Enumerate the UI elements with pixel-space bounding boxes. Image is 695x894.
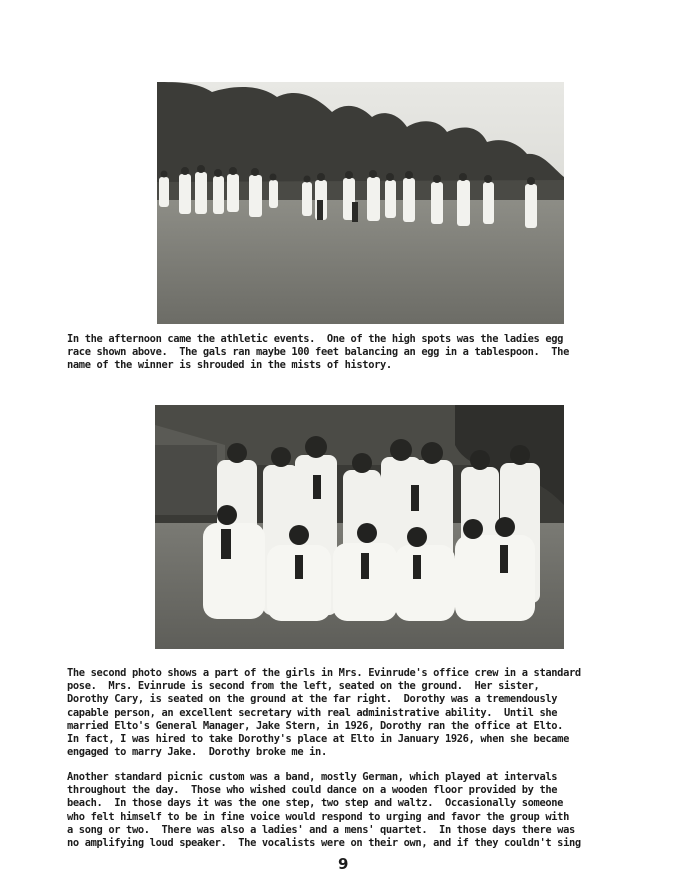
egg-race-caption: In the afternoon came the athletic events. One of the high spots was the ladies egg race shown above. The gals ran maybe 100 feet balancing an egg in a tablespoon. The name of the winner is shrouded in the mists of history. bbox=[67, 333, 569, 372]
office-crew-photo-image bbox=[155, 405, 564, 649]
page-number: 9 bbox=[338, 855, 349, 873]
egg-race-photo bbox=[157, 82, 564, 324]
band-paragraph: Another standard picnic custom was a band, mostly German, which played at intervals throughout the day. Those who wished could dance on a wooden floor provided by the beach. In those days it was the one step, two step and waltz. Occasionally someone who felt himself to be in fine voice would respond to urging and favor the group with a song or two. There was also a ladies' and a mens' quartet. In those days there was no amplifying loud speaker. The vocalists were on their own, and if they couldn't sing bbox=[67, 771, 581, 850]
egg-race-photo-image bbox=[157, 82, 564, 324]
office-crew-photo bbox=[155, 405, 564, 649]
office-crew-caption: The second photo shows a part of the girls in Mrs. Evinrude's office crew in a standard pose. Mrs. Evinrude is second from the left, seated on the ground. Her sister, Dorothy Cary, is seated on the ground at the far right. Dorothy was a tremendously capable person, an excellent secretary with real administrative ability. Until she married Elto's General Manager, Jake Stern, in 1926, Dorothy ran the office at Elto. In fact, I was hired to take Dorothy's place at Elto in January 1926, when she became engaged to marry Jake. Dorothy broke me in. bbox=[67, 667, 581, 759]
